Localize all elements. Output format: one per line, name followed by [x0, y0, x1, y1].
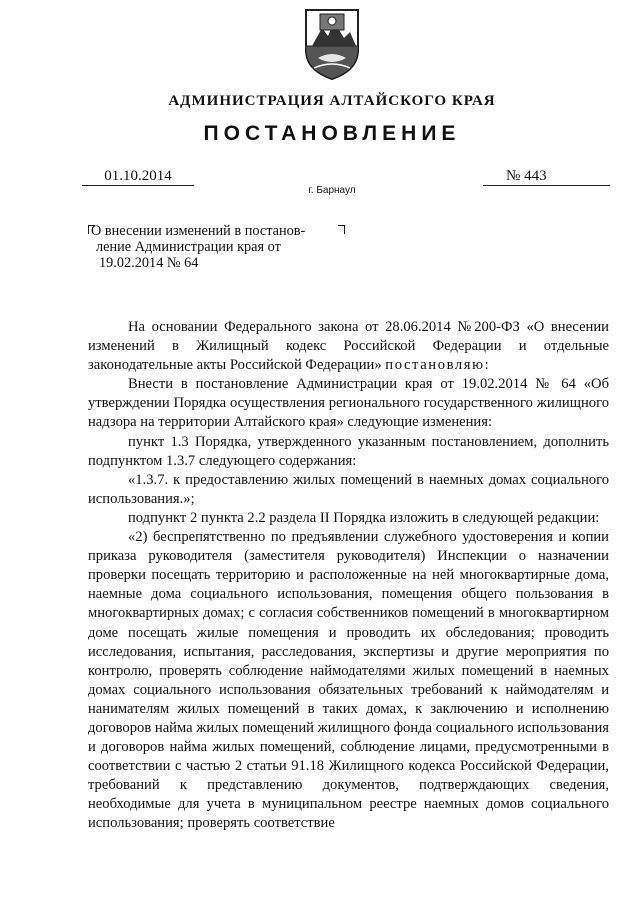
document-number: 443	[524, 168, 547, 184]
subject-bracket-left	[88, 225, 95, 234]
document-date: 01.10.2014	[82, 168, 194, 186]
body-paragraph: пункт 1.3 Порядка, утвержденного указанным постановлением, дополнить подпунктом 1.3.7 следующего содержания:	[88, 433, 609, 469]
city-name: г. Барнаул	[308, 185, 356, 196]
document-body	[88, 318, 609, 834]
body-paragraph: «1.3.7. к предоставлению жилых помещений в наемных домах социального использования.»;	[88, 471, 609, 507]
organization-name: АДМИНИСТРАЦИЯ АЛТАЙСКОГО КРАЯ	[168, 93, 496, 109]
body-paragraph: Внести в постановление Администрации края от 19.02.2014 № 64 «Об утверждении Порядка осуществления регионального государственного жилищного надзора на территории Алтайского края» следующие изменения:	[88, 376, 609, 431]
body-paragraph	[88, 318, 609, 375]
resolve-word: постановляю:	[385, 357, 491, 374]
number-sign: №	[506, 168, 521, 184]
subject-bracket-right	[338, 225, 345, 234]
document-number-field	[483, 168, 610, 186]
document-subject	[88, 223, 378, 271]
altai-coat-of-arms-icon	[300, 6, 364, 82]
subject-line: 19.02.2014 № 64	[99, 255, 199, 271]
body-paragraph: подпункт 2 пункта 2.2 раздела II Порядка изложить в следующей редакции:	[128, 509, 600, 526]
document-type-title: ПОСТАНОВЛЕНИЕ	[203, 122, 461, 145]
subject-line: ление Администрации края от	[96, 239, 281, 255]
subject-line: О внесении изменений в постанов-	[91, 223, 306, 239]
paragraph-text: На основании Федерального закона от 28.06.2014 №200-ФЗ «О внесении изменений в Жилищный кодекс Российской Федерации и отдельные законодательные акты Российской Федерации»	[88, 319, 609, 374]
body-paragraph: «2) беспрепятственно по предъявлении служебного удостоверения и копии приказа руководителя (заместителя руководителя) Инспекции о назначении проверки посещать территорию и расположенные на ней многоквартирные дома, наемные дома социального использования, помещения общего пользования в многоквартирных домах; с согласия собственников помещений в многоквартирном доме посещать жилые помещения и проводить их обследования; проводить исследования, испытания, расследования, экспертизы и другие мероприятия по контролю, проверять соблюдение наймодателями жилых помещений в наемных домах социального использования обязательных требований к наймодателям и нанимателям жилых помещений в таких домах, к заключению и исполнению договоров найма жилых помещений жилищного фонда социального использования и договоров найма жилых помещений, соблюдение лицами, предусмотренными в соответствии с частью 2 статьи 91.18 Жилищного кодекса Российской Федерации, требований к представлению документов, подтверждающих сведения, необходимые для учета в муниципальном реестре наемных домов социального использования; проверять соответствие	[88, 529, 609, 832]
